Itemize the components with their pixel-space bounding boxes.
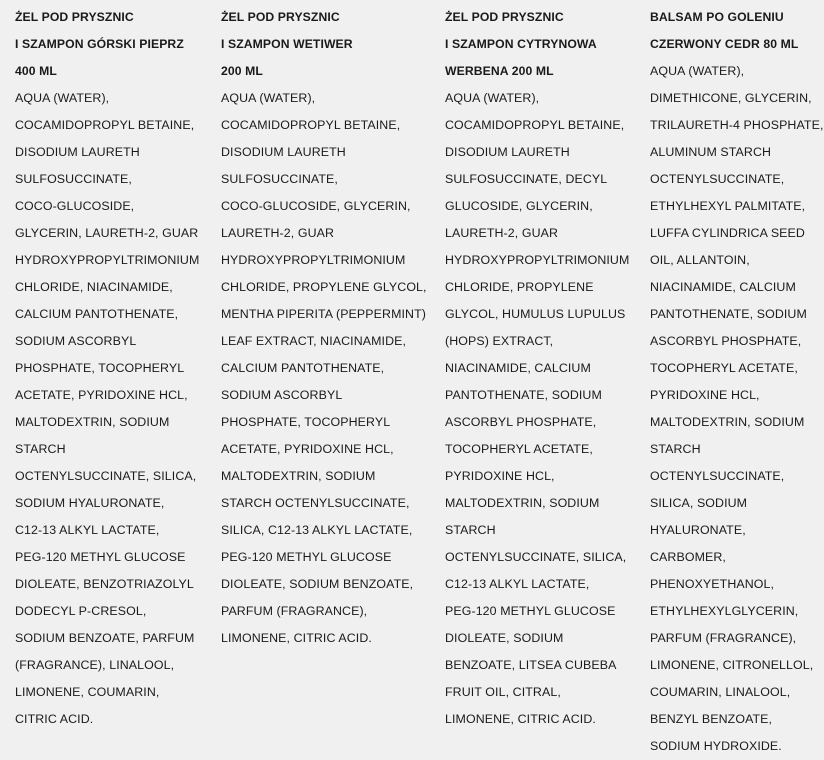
product-title-line: BALSAM PO GOLENIU xyxy=(650,10,784,24)
ingredient-line: ALUMINUM STARCH xyxy=(650,145,772,159)
ingredient-line: LIMONENE, COUMARIN, xyxy=(15,685,160,699)
ingredient-line: DISODIUM LAURETH xyxy=(445,145,570,159)
ingredient-line: NIACINAMIDE, CALCIUM xyxy=(650,280,796,294)
ingredient-line: COCAMIDOPROPYL BETAINE, xyxy=(445,118,625,132)
ingredient-line: PARFUM (FRAGRANCE), xyxy=(650,631,797,645)
ingredient-line: HYDROXYPROPYLTRIMONIUM xyxy=(15,253,200,267)
ingredient-line: CALCIUM PANTOTHENATE, xyxy=(15,307,179,321)
ingredient-line: STARCH OCTENYLSUCCINATE, xyxy=(221,496,410,510)
ingredient-line: PEG-120 METHYL GLUCOSE xyxy=(221,550,392,564)
ingredient-line: OCTENYLSUCCINATE, xyxy=(650,469,785,483)
product-title-line: I SZAMPON WETIWER xyxy=(221,37,353,51)
ingredient-line: MALTODEXTRIN, SODIUM xyxy=(445,496,600,510)
product-title-line: 200 ML xyxy=(221,64,263,78)
ingredient-line: OIL, ALLANTOIN, xyxy=(650,253,750,267)
ingredient-line: GLUCOSIDE, GLYCERIN, xyxy=(445,199,593,213)
ingredient-line: COCAMIDOPROPYL BETAINE, xyxy=(221,118,401,132)
ingredient-line: SILICA, C12-13 ALKYL LACTATE, xyxy=(221,523,413,537)
ingredient-line: COUMARIN, LINALOOL, xyxy=(650,685,791,699)
ingredient-line: MALTODEXTRIN, SODIUM xyxy=(221,469,376,483)
ingredient-line: LIMONENE, CITRONELLOL, xyxy=(650,658,814,672)
product-title-line: 400 ML xyxy=(15,64,57,78)
ingredient-line: PANTOTHENATE, SODIUM xyxy=(650,307,807,321)
product-column-4 xyxy=(650,4,824,760)
product-column-3 xyxy=(445,4,645,733)
ingredient-line: PEG-120 METHYL GLUCOSE xyxy=(15,550,186,564)
ingredient-line: OCTENYLSUCCINATE, SILICA, xyxy=(15,469,197,483)
ingredient-line: PHOSPHATE, TOCOPHERYL xyxy=(15,361,185,375)
ingredient-line: COCO-GLUCOSIDE, GLYCERIN, xyxy=(221,199,411,213)
ingredient-line: COCAMIDOPROPYL BETAINE, xyxy=(15,118,195,132)
ingredient-line: STARCH xyxy=(15,442,66,456)
ingredient-line: ASCORBYL PHOSPHATE, xyxy=(650,334,802,348)
ingredient-line: MALTODEXTRIN, SODIUM xyxy=(650,415,805,429)
ingredient-line: PYRIDOXINE HCL, xyxy=(650,388,760,402)
ingredient-line: AQUA (WATER), xyxy=(221,91,316,105)
product-column-1 xyxy=(15,4,215,733)
ingredient-line: SULFOSUCCINATE, xyxy=(15,172,132,186)
ingredient-line: PARFUM (FRAGRANCE), xyxy=(221,604,368,618)
ingredient-line: OCTENYLSUCCINATE, xyxy=(650,172,785,186)
ingredient-line: PANTOTHENATE, SODIUM xyxy=(445,388,602,402)
ingredient-line: AQUA (WATER), xyxy=(445,91,540,105)
ingredient-line: STARCH xyxy=(445,523,496,537)
ingredient-line: (HOPS) EXTRACT, xyxy=(445,334,554,348)
ingredient-line: HYDROXYPROPYLTRIMONIUM xyxy=(221,253,406,267)
ingredient-line: (FRAGRANCE), LINALOOL, xyxy=(15,658,175,672)
ingredient-line: FRUIT OIL, CITRAL, xyxy=(445,685,561,699)
ingredient-line: NIACINAMIDE, CALCIUM xyxy=(445,361,591,375)
ingredient-line: COCO-GLUCOSIDE, xyxy=(15,199,135,213)
ingredient-line: GLYCOL, HUMULUS LUPULUS xyxy=(445,307,626,321)
ingredient-line: CHLORIDE, NIACINAMIDE, xyxy=(15,280,173,294)
ingredient-line: DIMETHICONE, GLYCERIN, xyxy=(650,91,812,105)
ingredient-line: DIOLEATE, SODIUM xyxy=(445,631,564,645)
ingredient-line: PYRIDOXINE HCL, xyxy=(445,469,555,483)
ingredient-line: ETHYLHEXYL PALMITATE, xyxy=(650,199,806,213)
ingredient-line: SULFOSUCCINATE, xyxy=(221,172,338,186)
ingredient-line: DODECYL P-CRESOL, xyxy=(15,604,147,618)
ingredient-line: BENZYL BENZOATE, xyxy=(650,712,773,726)
ingredient-line: ACETATE, PYRIDOXINE HCL, xyxy=(221,442,394,456)
ingredient-line: DIOLEATE, BENZOTRIAZOLYL xyxy=(15,577,194,591)
ingredient-line: LIMONENE, CITRIC ACID. xyxy=(445,712,596,726)
ingredient-line: GLYCERIN, LAURETH-2, GUAR xyxy=(15,226,199,240)
ingredient-line: SODIUM ASCORBYL xyxy=(221,388,343,402)
ingredient-line: PEG-120 METHYL GLUCOSE xyxy=(445,604,616,618)
ingredient-line: TOCOPHERYL ACETATE, xyxy=(445,442,593,456)
ingredient-line: DISODIUM LAURETH xyxy=(15,145,140,159)
ingredient-line: MALTODEXTRIN, SODIUM xyxy=(15,415,170,429)
ingredient-line: AQUA (WATER), xyxy=(15,91,110,105)
product-column-2 xyxy=(221,4,439,652)
ingredient-line: SILICA, SODIUM xyxy=(650,496,748,510)
ingredient-line: TRILAURETH-4 PHOSPHATE, xyxy=(650,118,824,132)
ingredient-line: CITRIC ACID. xyxy=(15,712,94,726)
product-title-line: I SZAMPON GÓRSKI PIEPRZ xyxy=(15,37,184,51)
ingredient-line: LIMONENE, CITRIC ACID. xyxy=(221,631,372,645)
ingredient-line: C12-13 ALKYL LACTATE, xyxy=(445,577,590,591)
ingredient-line: LAURETH-2, GUAR xyxy=(445,226,559,240)
ingredient-line: LUFFA CYLINDRICA SEED xyxy=(650,226,805,240)
ingredient-line: BENZOATE, LITSEA CUBEBA xyxy=(445,658,617,672)
ingredient-line: SODIUM HYALURONATE, xyxy=(15,496,165,510)
ingredient-line: SODIUM BENZOATE, PARFUM xyxy=(15,631,195,645)
ingredient-line: LAURETH-2, GUAR xyxy=(221,226,335,240)
ingredient-line: ASCORBYL PHOSPHATE, xyxy=(445,415,597,429)
product-title-line: ŻEL POD PRYSZNIC xyxy=(15,10,134,24)
product-title-line: WERBENA 200 ML xyxy=(445,64,554,78)
ingredient-line: ACETATE, PYRIDOXINE HCL, xyxy=(15,388,188,402)
ingredient-line: SULFOSUCCINATE, DECYL xyxy=(445,172,608,186)
ingredient-line: DIOLEATE, SODIUM BENZOATE, xyxy=(221,577,414,591)
product-title-line: CZERWONY CEDR 80 ML xyxy=(650,37,799,51)
ingredient-line: LEAF EXTRACT, NIACINAMIDE, xyxy=(221,334,407,348)
ingredient-line: CARBOMER, xyxy=(650,550,726,564)
ingredient-line: PHOSPHATE, TOCOPHERYL xyxy=(221,415,391,429)
product-title-line: ŻEL POD PRYSZNIC xyxy=(445,10,564,24)
ingredient-line: DISODIUM LAURETH xyxy=(221,145,346,159)
ingredient-line: MENTHA PIPERITA (PEPPERMINT) xyxy=(221,307,426,321)
ingredient-line: TOCOPHERYL ACETATE, xyxy=(650,361,798,375)
ingredient-line: AQUA (WATER), xyxy=(650,64,745,78)
ingredient-line: SODIUM HYDROXIDE. xyxy=(650,739,782,753)
ingredient-line: C12-13 ALKYL LACTATE, xyxy=(15,523,160,537)
ingredient-line: CHLORIDE, PROPYLENE GLYCOL, xyxy=(221,280,427,294)
ingredient-line: OCTENYLSUCCINATE, SILICA, xyxy=(445,550,627,564)
ingredient-line: STARCH xyxy=(650,442,701,456)
ingredient-line: HYALURONATE, xyxy=(650,523,746,537)
ingredient-line: HYDROXYPROPYLTRIMONIUM xyxy=(445,253,630,267)
product-title-line: ŻEL POD PRYSZNIC xyxy=(221,10,340,24)
ingredient-line: CHLORIDE, PROPYLENE xyxy=(445,280,594,294)
ingredient-line: CALCIUM PANTOTHENATE, xyxy=(221,361,385,375)
ingredient-line: SODIUM ASCORBYL xyxy=(15,334,137,348)
product-title-line: I SZAMPON CYTRYNOWA xyxy=(445,37,597,51)
ingredient-line: PHENOXYETHANOL, xyxy=(650,577,775,591)
ingredient-line: ETHYLHEXYLGLYCERIN, xyxy=(650,604,799,618)
